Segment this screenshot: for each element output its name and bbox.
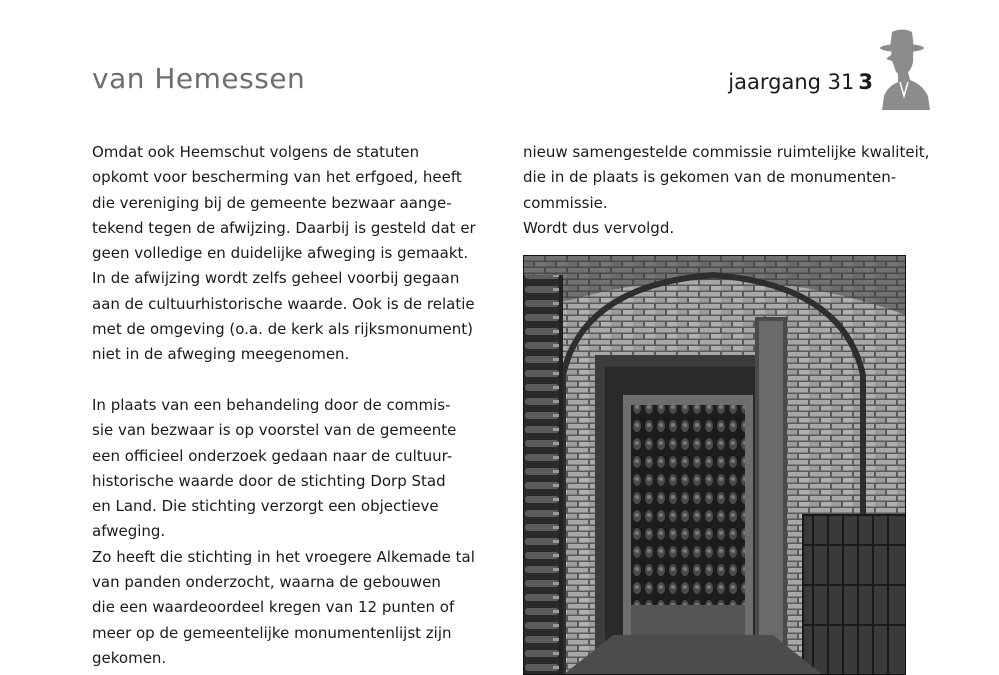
text-line: Omdat ook Heemschut volgens de statuten xyxy=(92,143,420,161)
text-line: opkomt voor bescherming van het erfgoed, heeft xyxy=(92,168,462,187)
article-column-right xyxy=(523,140,930,241)
text-line: die vereniging bij de gemeente bezwaar aange- xyxy=(92,193,452,212)
text-line: en Land. Die stichting verzorgt een objectieve xyxy=(92,497,439,516)
text-line: nieuw samengestelde commissie ruimtelijke kwaliteit, xyxy=(523,143,930,161)
text-line: In plaats van een behandeling door de commis- xyxy=(92,395,451,414)
text-line: die in de plaats is gekomen van de monumenten- xyxy=(523,168,897,187)
text-line: Zo heeft die stichting in het vroegere Alkemade tal xyxy=(92,547,475,566)
text-line: meer op de gemeentelijke monumentenlijst zijn xyxy=(92,623,452,642)
text-line: tekend tegen de afwijzing. Daarbij is gesteld dat er xyxy=(92,218,476,237)
text-line: sie van bezwaar is op voorstel van de gemeente xyxy=(92,421,457,440)
text-line: Wordt dus vervolgd. xyxy=(523,218,675,237)
text-line: niet in de afweging meegenomen. xyxy=(92,345,350,364)
wine-cellar-illustration xyxy=(523,255,906,675)
text-line: die een waardeoordeel kregen van 12 punten of xyxy=(92,598,455,617)
issue-label xyxy=(728,70,873,94)
text-line: geen volledige en duidelijke afweging is gemaakt. xyxy=(92,244,469,263)
article-column-left xyxy=(92,140,482,671)
hat-man-silhouette-icon xyxy=(870,26,930,110)
text-line: aan de cultuurhistorische waarde. Ook is de relatie xyxy=(92,294,475,313)
page-number: 3 xyxy=(858,70,873,94)
text-line: met de omgeving (o.a. de kerk als rijksmonument) xyxy=(92,320,473,339)
text-line: historische waarde door de stichting Dorp Stad xyxy=(92,471,446,490)
text-line: van panden onderzocht, waarna de gebouwen xyxy=(92,573,441,592)
wine-cellar-photo xyxy=(523,255,906,675)
text-line: gekomen. xyxy=(92,648,167,667)
newsletter-title: van Hemessen xyxy=(92,62,306,95)
paragraph-gap xyxy=(92,368,482,393)
text-line: afweging. xyxy=(92,522,166,541)
text-line: een officieel onderzoek gedaan naar de cultuur- xyxy=(92,446,453,465)
issue-volume: jaargang 31 xyxy=(728,70,855,94)
text-line: commissie. xyxy=(523,193,608,212)
text-line: In de afwijzing wordt zelfs geheel voorbij gegaan xyxy=(92,269,460,288)
